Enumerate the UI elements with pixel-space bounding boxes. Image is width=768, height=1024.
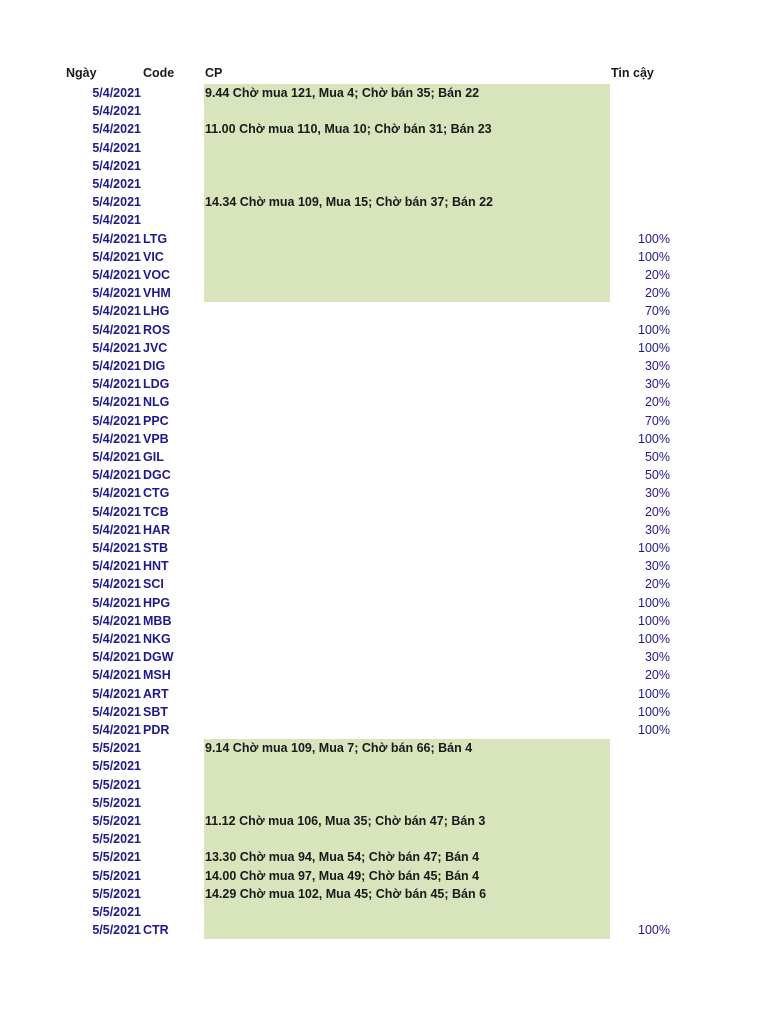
table-row xyxy=(0,575,768,593)
code-cell[interactable]: SBT xyxy=(143,704,168,719)
tin-cay-cell[interactable]: 30% xyxy=(644,559,670,574)
table-row xyxy=(0,848,768,866)
cp-text: 9.44 Chờ mua 121, Mua 4; Chờ bán 35; Bán 22 xyxy=(205,86,480,100)
table-row xyxy=(0,430,768,448)
code-cell[interactable]: PPC xyxy=(143,413,169,428)
date-cell[interactable]: 5/4/2021 xyxy=(92,158,141,173)
code-cell[interactable]: HAR xyxy=(143,522,171,537)
cp-cell[interactable] xyxy=(204,175,610,193)
date-cell[interactable]: 5/4/2021 xyxy=(92,431,141,446)
table-row xyxy=(0,867,768,885)
date-cell[interactable]: 5/4/2021 xyxy=(92,686,141,701)
date-cell[interactable]: 5/4/2021 xyxy=(92,504,141,519)
cp-text: 14.34 Chờ mua 109, Mua 15; Chờ bán 37; Bán 22 xyxy=(205,195,494,210)
table-row xyxy=(0,903,768,921)
cp-text: 9.14 Chờ mua 109, Mua 7; Chờ bán 66; Bán 4 xyxy=(205,741,473,756)
table-row xyxy=(0,157,768,175)
tin-cay-cell[interactable]: 100% xyxy=(638,704,670,719)
date-cell[interactable]: 5/5/2021 xyxy=(92,759,141,774)
table-row xyxy=(0,630,768,648)
table-row xyxy=(0,757,768,775)
table-row xyxy=(0,375,768,393)
cp-cell[interactable] xyxy=(204,776,610,794)
table-row xyxy=(0,594,768,612)
code-cell[interactable]: HNT xyxy=(143,559,169,574)
date-cell[interactable]: 5/5/2021 xyxy=(92,886,141,901)
tin-cay-cell[interactable]: 20% xyxy=(644,668,670,683)
cp-cell[interactable] xyxy=(204,266,610,284)
cp-cell[interactable] xyxy=(204,375,610,393)
cp-cell[interactable] xyxy=(204,102,610,120)
code-cell[interactable]: CTR xyxy=(143,923,169,938)
table-row xyxy=(0,503,768,521)
date-cell[interactable]: 5/4/2021 xyxy=(92,395,141,410)
cp-text: 11.00 Chờ mua 110, Mua 10; Chờ bán 31; Bán 23 xyxy=(205,122,492,137)
tin-cay-cell[interactable]: 100% xyxy=(638,322,670,337)
date-cell[interactable]: 5/4/2021 xyxy=(92,304,141,319)
code-cell[interactable]: MSH xyxy=(143,668,171,683)
code-cell[interactable]: VPB xyxy=(143,431,169,446)
tin-cay-cell[interactable]: 100% xyxy=(638,923,670,938)
code-cell[interactable]: HPG xyxy=(143,595,171,610)
date-cell[interactable]: 5/4/2021 xyxy=(92,559,141,574)
tin-cay-cell[interactable]: 100% xyxy=(638,541,670,555)
tin-cay-cell[interactable]: 100% xyxy=(638,723,670,737)
table-row xyxy=(0,721,768,739)
header-code: Code xyxy=(143,66,175,80)
date-cell[interactable]: 5/4/2021 xyxy=(92,86,141,100)
code-cell[interactable]: VIC xyxy=(143,249,164,264)
cp-cell[interactable] xyxy=(204,430,610,448)
date-cell[interactable]: 5/4/2021 xyxy=(92,377,141,392)
table-row xyxy=(0,302,768,320)
date-cell[interactable]: 5/4/2021 xyxy=(92,668,141,683)
cp-cell[interactable] xyxy=(204,867,610,885)
cp-cell[interactable] xyxy=(204,612,610,630)
date-cell[interactable]: 5/4/2021 xyxy=(92,231,141,246)
cp-text: 13.30 Chờ mua 94, Mua 54; Chờ bán 47; Bán 4 xyxy=(205,850,480,865)
cp-cell[interactable] xyxy=(204,521,610,539)
cp-cell[interactable] xyxy=(204,321,610,339)
code-cell[interactable]: ROS xyxy=(143,322,171,337)
cp-cell[interactable] xyxy=(204,885,610,903)
cp-text: 14.00 Chờ mua 97, Mua 49; Chờ bán 45; Bán 4 xyxy=(205,868,480,883)
cp-text: 14.29 Chờ mua 102, Mua 45; Chờ bán 45; Bán 6 xyxy=(205,886,487,901)
tin-cay-cell[interactable]: 30% xyxy=(644,650,670,665)
date-cell[interactable]: 5/4/2021 xyxy=(92,322,141,337)
table-row xyxy=(0,830,768,848)
tin-cay-cell[interactable]: 100% xyxy=(638,686,670,701)
date-cell[interactable]: 5/4/2021 xyxy=(92,595,141,610)
date-cell[interactable]: 5/4/2021 xyxy=(92,632,141,646)
date-cell[interactable]: 5/4/2021 xyxy=(92,413,141,428)
table-row xyxy=(0,448,768,466)
date-cell[interactable]: 5/5/2021 xyxy=(92,777,141,792)
table-row xyxy=(0,921,768,939)
tin-cay-cell[interactable]: 30% xyxy=(644,486,670,501)
code-cell[interactable]: CTG xyxy=(143,486,170,501)
cp-cell[interactable] xyxy=(204,339,610,357)
date-cell[interactable]: 5/4/2021 xyxy=(92,104,141,119)
date-cell[interactable]: 5/5/2021 xyxy=(92,741,141,756)
tin-cay-cell[interactable]: 30% xyxy=(644,377,670,392)
tin-cay-cell[interactable]: 20% xyxy=(644,286,670,301)
table-row xyxy=(0,739,768,757)
cp-cell[interactable] xyxy=(204,248,610,266)
code-cell[interactable]: DGC xyxy=(143,468,171,483)
cp-cell[interactable] xyxy=(204,157,610,175)
date-cell[interactable]: 5/5/2021 xyxy=(92,832,141,847)
cp-cell[interactable] xyxy=(204,848,610,866)
date-cell[interactable]: 5/4/2021 xyxy=(92,577,141,592)
table-row xyxy=(0,120,768,138)
table-row xyxy=(0,357,768,375)
date-cell[interactable]: 5/4/2021 xyxy=(92,177,141,191)
cp-cell[interactable] xyxy=(204,539,610,557)
table-row xyxy=(0,284,768,302)
cp-cell[interactable] xyxy=(204,84,610,102)
cp-cell[interactable] xyxy=(204,703,610,721)
cp-cell[interactable] xyxy=(204,794,610,812)
code-cell[interactable]: ART xyxy=(143,686,169,701)
tin-cay-cell[interactable]: 100% xyxy=(638,340,670,355)
cp-cell[interactable] xyxy=(204,503,610,521)
date-cell[interactable]: 5/4/2021 xyxy=(92,723,141,737)
tin-cay-cell[interactable]: 30% xyxy=(644,359,670,373)
cp-cell[interactable] xyxy=(204,230,610,248)
code-cell[interactable]: LHG xyxy=(143,304,170,319)
date-cell[interactable]: 5/4/2021 xyxy=(92,468,141,483)
header-tin-cay: Tin cậy xyxy=(611,66,654,80)
tin-cay-cell[interactable]: 70% xyxy=(644,304,670,319)
cp-text: 11.12 Chờ mua 106, Mua 35; Chờ bán 47; Bán 3 xyxy=(205,814,486,828)
table-row xyxy=(0,193,768,211)
cp-cell[interactable] xyxy=(204,284,610,302)
date-cell[interactable]: 5/5/2021 xyxy=(92,795,141,810)
table-row xyxy=(0,521,768,539)
cp-cell[interactable] xyxy=(204,594,610,612)
date-cell[interactable]: 5/4/2021 xyxy=(92,486,141,501)
tin-cay-cell[interactable]: 100% xyxy=(638,231,670,246)
table-row xyxy=(0,339,768,357)
code-cell[interactable]: NKG xyxy=(143,632,171,646)
table-row xyxy=(0,648,768,666)
tin-cay-cell[interactable]: 100% xyxy=(638,431,670,446)
table-row xyxy=(0,776,768,794)
table-row xyxy=(0,211,768,229)
cp-cell[interactable] xyxy=(204,685,610,703)
date-cell[interactable]: 5/4/2021 xyxy=(92,140,141,155)
date-cell[interactable]: 5/4/2021 xyxy=(92,522,141,537)
cp-cell[interactable] xyxy=(204,757,610,775)
table-row xyxy=(0,539,768,557)
table-row xyxy=(0,557,768,575)
date-cell[interactable]: 5/4/2021 xyxy=(92,213,141,228)
table-row xyxy=(0,703,768,721)
table-row xyxy=(0,612,768,630)
date-cell[interactable]: 5/4/2021 xyxy=(92,286,141,301)
code-cell[interactable]: SCI xyxy=(143,577,164,592)
tin-cay-cell[interactable]: 30% xyxy=(644,522,670,537)
code-cell[interactable]: JVC xyxy=(143,340,168,355)
date-cell[interactable]: 5/4/2021 xyxy=(92,122,141,137)
tin-cay-cell[interactable]: 50% xyxy=(644,468,670,483)
cp-cell[interactable] xyxy=(204,739,610,757)
code-cell[interactable]: VHM xyxy=(143,286,171,301)
tin-cay-cell[interactable]: 100% xyxy=(638,632,670,646)
cp-cell[interactable] xyxy=(204,120,610,138)
cp-cell[interactable] xyxy=(204,357,610,375)
date-cell[interactable]: 5/5/2021 xyxy=(92,814,141,828)
tin-cay-cell[interactable]: 20% xyxy=(644,395,670,410)
cp-cell[interactable] xyxy=(204,648,610,666)
code-cell[interactable]: STB xyxy=(143,541,168,555)
table-row xyxy=(0,393,768,411)
date-cell[interactable]: 5/4/2021 xyxy=(92,359,141,373)
date-cell[interactable]: 5/4/2021 xyxy=(92,650,141,665)
tin-cay-cell[interactable]: 100% xyxy=(638,595,670,610)
table-row xyxy=(0,466,768,484)
table-row xyxy=(0,248,768,266)
code-cell[interactable]: NLG xyxy=(143,395,170,410)
date-cell[interactable]: 5/4/2021 xyxy=(92,268,141,282)
tin-cay-cell[interactable]: 50% xyxy=(644,450,670,464)
tin-cay-cell[interactable]: 100% xyxy=(638,249,670,264)
cp-cell[interactable] xyxy=(204,193,610,211)
table-row xyxy=(0,685,768,703)
date-cell[interactable]: 5/4/2021 xyxy=(92,541,141,555)
cp-cell[interactable] xyxy=(204,448,610,466)
cp-cell[interactable] xyxy=(204,139,610,157)
table-row xyxy=(0,266,768,284)
cp-cell[interactable] xyxy=(204,903,610,921)
date-cell[interactable]: 5/5/2021 xyxy=(92,905,141,919)
date-cell[interactable]: 5/4/2021 xyxy=(92,613,141,628)
tin-cay-cell[interactable]: 70% xyxy=(644,413,670,428)
code-cell[interactable]: LTG xyxy=(143,231,168,246)
date-cell[interactable]: 5/4/2021 xyxy=(92,340,141,355)
cp-cell[interactable] xyxy=(204,630,610,648)
header-cp: CP xyxy=(205,66,223,80)
table-row xyxy=(0,321,768,339)
cp-cell[interactable] xyxy=(204,812,610,830)
cp-cell[interactable] xyxy=(204,830,610,848)
date-cell[interactable]: 5/5/2021 xyxy=(92,850,141,865)
table-row xyxy=(0,230,768,248)
table-row xyxy=(0,139,768,157)
date-cell[interactable]: 5/5/2021 xyxy=(92,923,141,938)
cp-cell[interactable] xyxy=(204,575,610,593)
tin-cay-cell[interactable]: 20% xyxy=(644,504,670,519)
tin-cay-cell[interactable]: 20% xyxy=(644,577,670,592)
table-row xyxy=(0,812,768,830)
date-cell[interactable]: 5/4/2021 xyxy=(92,450,141,464)
cp-cell[interactable] xyxy=(204,466,610,484)
cp-cell[interactable] xyxy=(204,484,610,502)
tin-cay-cell[interactable]: 20% xyxy=(644,268,670,282)
table-row xyxy=(0,102,768,120)
cp-cell[interactable] xyxy=(204,412,610,430)
code-cell[interactable]: TCB xyxy=(143,504,169,519)
table-row xyxy=(0,484,768,502)
date-cell[interactable]: 5/5/2021 xyxy=(92,868,141,883)
header-ngay: Ngày xyxy=(66,66,97,80)
code-cell[interactable]: DGW xyxy=(143,650,174,665)
cp-cell[interactable] xyxy=(204,557,610,575)
table-row xyxy=(0,84,768,102)
table-row xyxy=(0,666,768,684)
date-cell[interactable]: 5/4/2021 xyxy=(92,704,141,719)
code-cell[interactable]: PDR xyxy=(143,723,170,737)
cp-cell[interactable] xyxy=(204,721,610,739)
code-cell[interactable]: GIL xyxy=(143,450,164,464)
cp-cell[interactable] xyxy=(204,211,610,229)
cp-cell[interactable] xyxy=(204,393,610,411)
code-cell[interactable]: MBB xyxy=(143,613,172,628)
code-cell[interactable]: DIG xyxy=(143,359,166,373)
tin-cay-cell[interactable]: 100% xyxy=(638,613,670,628)
date-cell[interactable]: 5/4/2021 xyxy=(92,249,141,264)
code-cell[interactable]: VOC xyxy=(143,268,171,282)
table-row xyxy=(0,412,768,430)
table-row xyxy=(0,794,768,812)
cp-cell[interactable] xyxy=(204,302,610,320)
date-cell[interactable]: 5/4/2021 xyxy=(92,195,141,210)
cp-cell[interactable] xyxy=(204,921,610,939)
table-row xyxy=(0,885,768,903)
cp-cell[interactable] xyxy=(204,666,610,684)
code-cell[interactable]: LDG xyxy=(143,377,170,392)
table-row xyxy=(0,175,768,193)
